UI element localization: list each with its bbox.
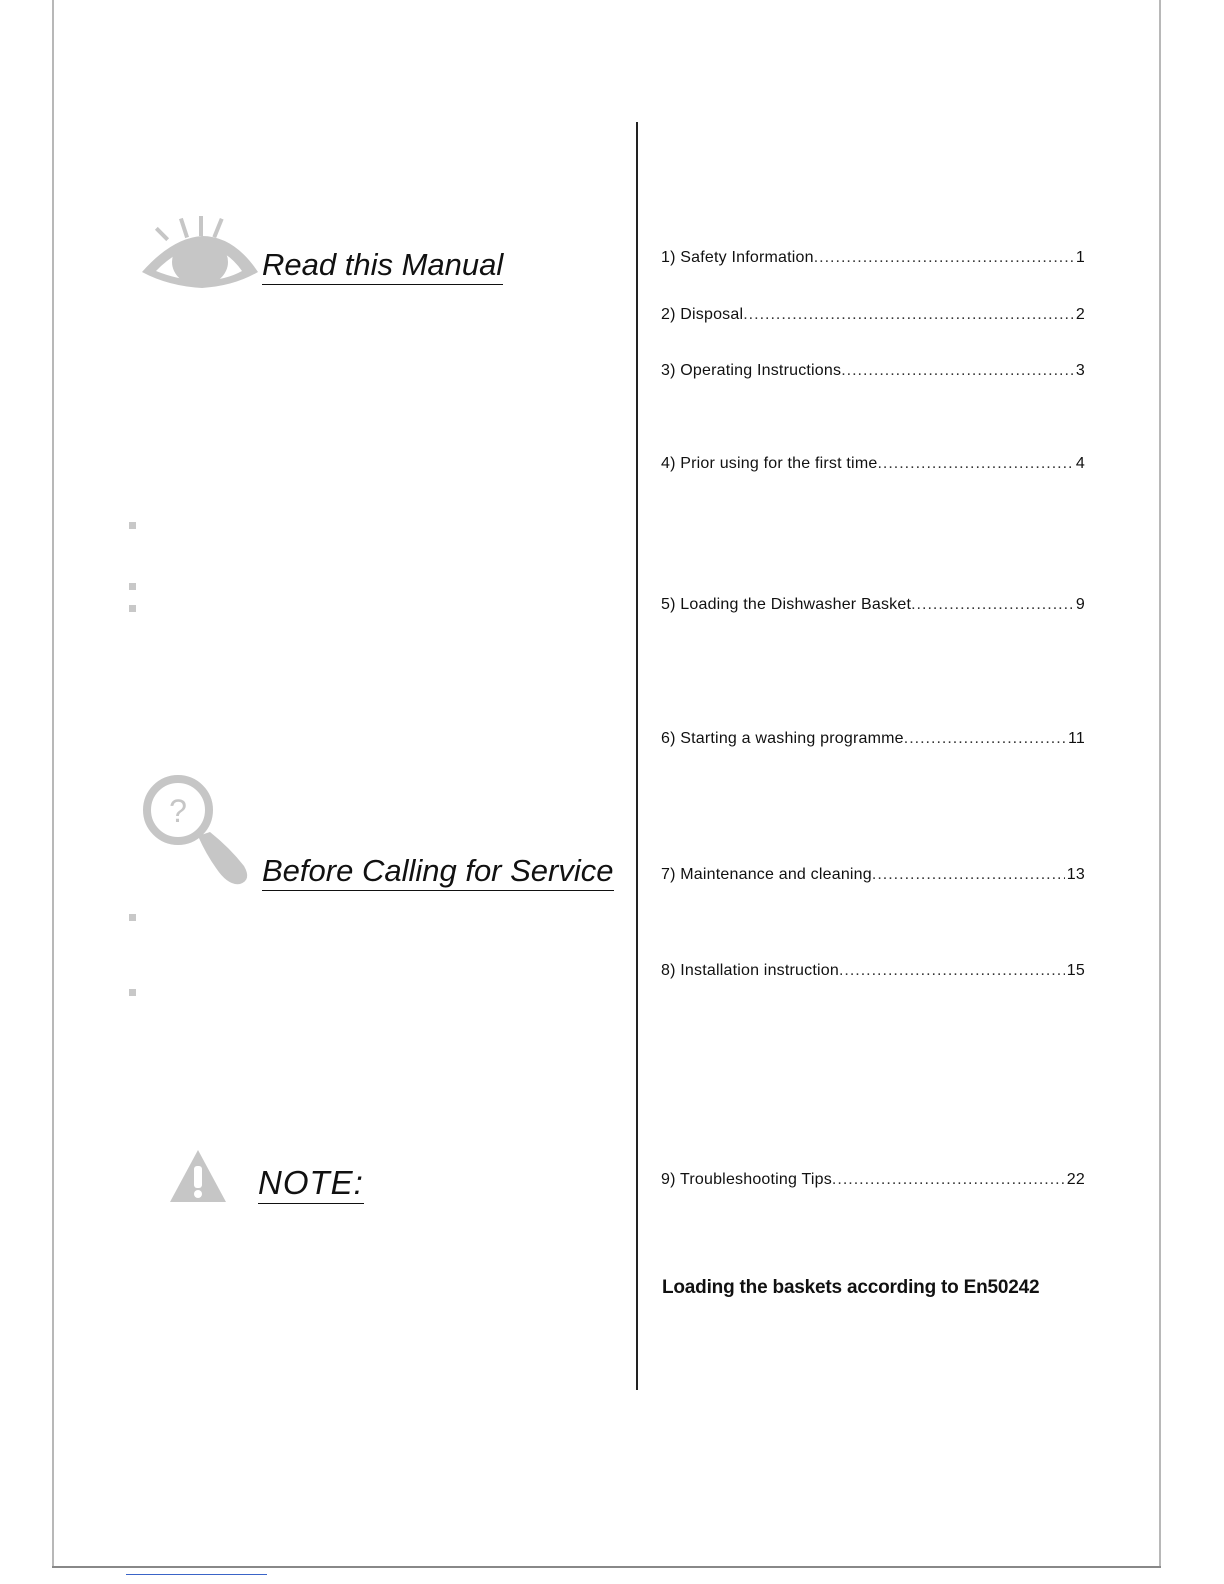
toc-leader [911, 595, 1074, 614]
toc-page: 4 [1075, 455, 1085, 472]
toc-leader [839, 961, 1065, 980]
toc-entry-loading[interactable] [661, 595, 1085, 614]
before-service-heading: Before Calling for Service [262, 854, 614, 891]
bullet-marker [129, 989, 136, 996]
note-heading: NOTE: [258, 1165, 364, 1204]
page-edge-bottom [52, 1566, 1161, 1568]
toc-leader [877, 454, 1073, 473]
page-edge-right [1159, 0, 1161, 1568]
toc-label: 7) Maintenance and cleaning [661, 866, 872, 883]
toc-label: 9) Troubleshooting Tips [661, 1171, 832, 1188]
magnifier-question-icon [140, 772, 252, 888]
toc-entry-prior-use[interactable] [661, 454, 1085, 473]
page-edge-left [52, 0, 54, 1568]
bullet-marker [129, 605, 136, 612]
toc-page: 11 [1067, 730, 1085, 747]
bullet-marker [129, 522, 136, 529]
loading-baskets-note: Loading the baskets according to En50242 [662, 1277, 1040, 1298]
toc-page: 15 [1066, 962, 1085, 979]
toc-leader [872, 865, 1065, 884]
toc-entry-operating[interactable] [661, 361, 1085, 380]
bullet-marker [129, 914, 136, 921]
svg-text:?: ? [169, 793, 187, 829]
toc-page: 22 [1066, 1171, 1085, 1188]
toc-entry-disposal[interactable] [661, 305, 1085, 324]
toc-entry-starting[interactable] [661, 729, 1085, 748]
toc-page: 3 [1075, 362, 1085, 379]
bullet-marker [129, 583, 136, 590]
toc-page: 13 [1066, 866, 1085, 883]
toc-entry-installation[interactable] [661, 961, 1085, 980]
toc-leader [814, 248, 1074, 267]
toc-entry-maintenance[interactable] [661, 865, 1085, 884]
toc-leader [832, 1170, 1065, 1189]
read-manual-heading: Read this Manual [262, 248, 503, 285]
toc-label: 3) Operating Instructions [661, 362, 842, 379]
toc-leader [841, 361, 1074, 380]
column-divider [636, 122, 638, 1390]
toc-label: 2) Disposal [661, 306, 744, 323]
toc-label: 1) Safety Information [661, 249, 814, 266]
toc-leader [743, 305, 1074, 324]
toc-label: 8) Installation instruction [661, 962, 839, 979]
toc-page: 1 [1075, 249, 1085, 266]
toc-entry-safety[interactable] [661, 248, 1085, 267]
toc-page: 9 [1075, 596, 1085, 613]
toc-label: 6) Starting a washing programme [661, 730, 904, 747]
warning-triangle-icon [168, 1148, 228, 1204]
toc-entry-troubleshooting[interactable] [661, 1170, 1085, 1189]
footer-link-line [126, 1574, 267, 1575]
eye-icon [138, 214, 260, 292]
toc-label: 5) Loading the Dishwasher Basket [661, 596, 912, 613]
toc-label: 4) Prior using for the first time [661, 455, 878, 472]
toc-leader [904, 729, 1066, 748]
toc-page: 2 [1075, 306, 1085, 323]
